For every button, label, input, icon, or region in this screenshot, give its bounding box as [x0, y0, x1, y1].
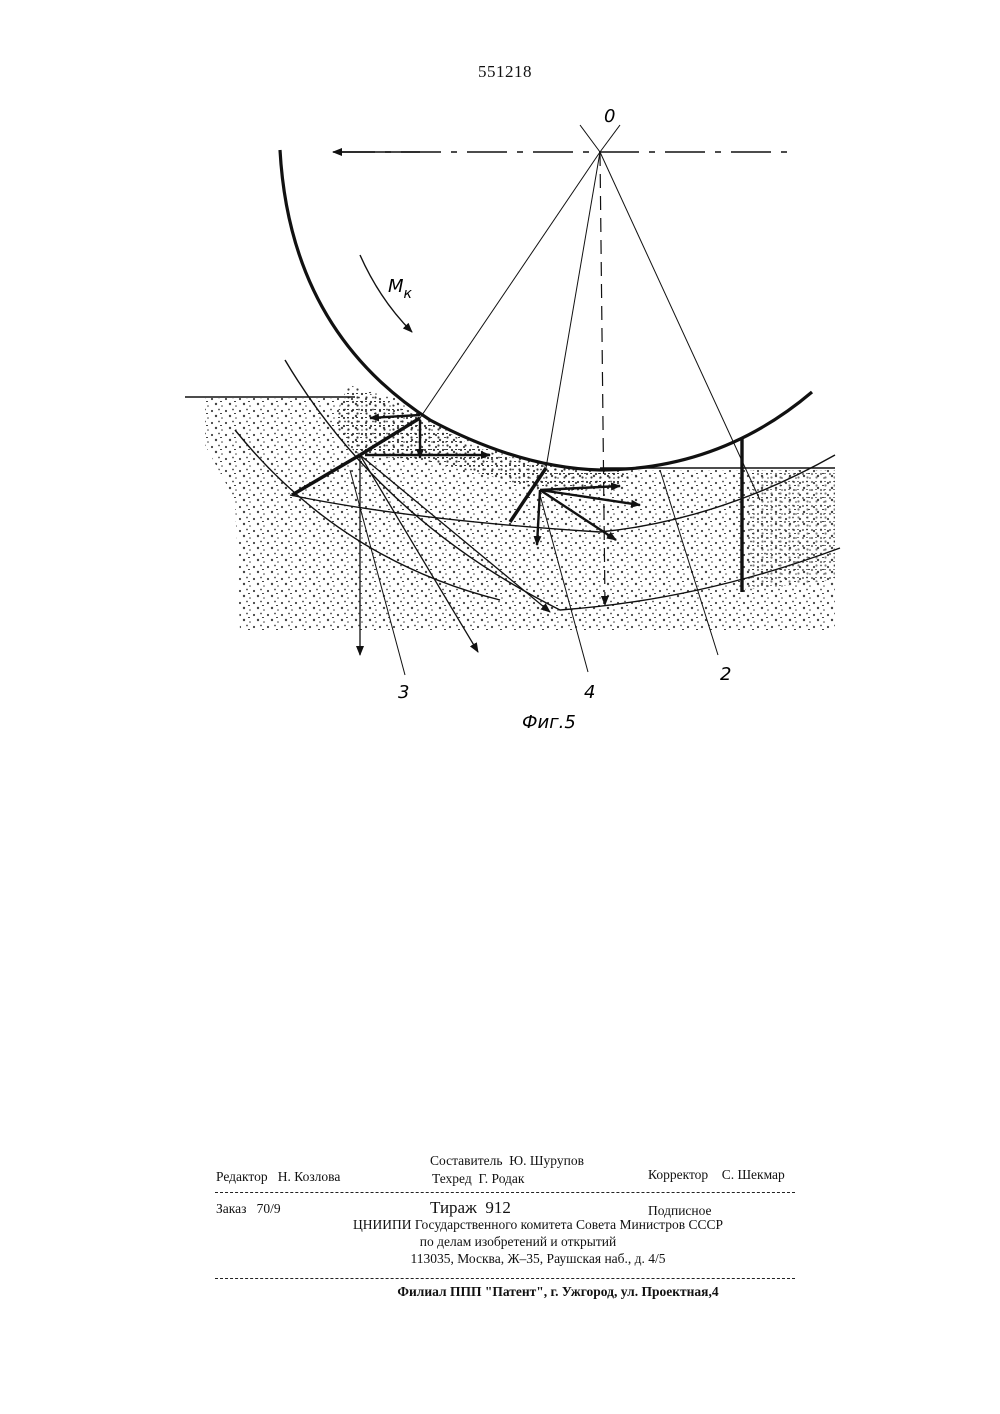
part-label-3: 3	[398, 682, 410, 703]
moment-label	[388, 276, 413, 302]
order-number: 70/9	[256, 1201, 281, 1216]
right-dense-zone	[745, 470, 835, 590]
part-label-2: 2	[720, 664, 732, 685]
circulation-line	[430, 1198, 511, 1218]
part-label-4: 4	[584, 682, 596, 703]
editor-line	[216, 1169, 340, 1185]
circulation-label: Тираж	[430, 1198, 477, 1217]
corrector-name: С. Шекмар	[721, 1167, 785, 1182]
compiler-name: Ю. Шурупов	[509, 1153, 584, 1168]
moment-label-sub: к	[403, 286, 412, 302]
editor-name: Н. Козлова	[277, 1169, 341, 1184]
editor-label: Редактор	[216, 1169, 268, 1184]
address-line: 113035, Москва, Ж–35, Раушская наб., д. 4/5	[410, 1251, 666, 1266]
order-line	[216, 1201, 281, 1217]
order-label: Заказ	[216, 1201, 247, 1216]
techred-name: Г. Родак	[478, 1171, 525, 1186]
compiler-label: Составитель	[430, 1153, 503, 1168]
moment-label-main: M	[388, 276, 404, 297]
divider-top	[215, 1192, 795, 1193]
techred-label: Техред	[432, 1171, 472, 1186]
org-line-1: ЦНИИПИ Государственного комитета Совета Министров СССР	[352, 1217, 724, 1232]
corrector-line	[648, 1167, 785, 1183]
patent-number: 551218	[478, 62, 532, 81]
techred-line	[432, 1171, 524, 1187]
point-o-label: 0	[604, 106, 616, 127]
corrector-label: Корректор	[648, 1167, 709, 1182]
org-line-2: по делам изобретений и открытий	[419, 1234, 617, 1249]
divider-bottom	[215, 1278, 795, 1279]
subscription-note: Подписное	[648, 1203, 712, 1218]
branch-line: Филиал ППП "Патент", г. Ужгород, ул. Проектная,4	[397, 1284, 719, 1299]
figure-caption: Фиг.5	[522, 712, 576, 733]
circulation-number: 912	[485, 1198, 511, 1217]
compiler-line	[430, 1153, 584, 1169]
